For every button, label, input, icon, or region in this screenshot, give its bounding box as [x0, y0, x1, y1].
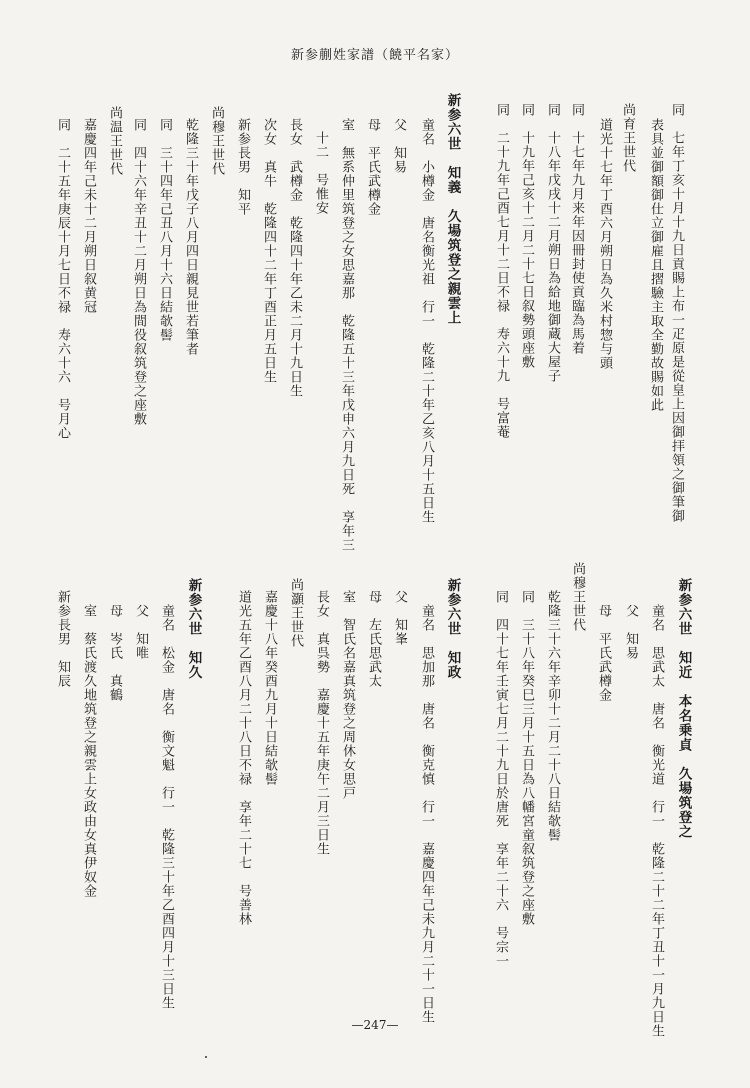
lower-line-10: 童名 思加那 唐名 衡克慎 行一 嘉慶四年己未九月二十一日生 [419, 604, 434, 1024]
lower-line-16: 嘉慶十八年癸酉九月十日結欹髻 [262, 590, 277, 786]
lower-line-14: 長女 真呉勢 嘉慶十五年庚午二月三日生 [314, 590, 329, 856]
upper-line-9-heading: 新参六世 知義 久場筑登之親雲上 [444, 93, 461, 325]
upper-line-22: 尚温王世代 [107, 106, 122, 176]
upper-line-2: 表具並御額御仕立御雇且摺驗主取全勤故賜如此 [648, 118, 663, 412]
lower-line-21: 母 岑氏 真鶴 [107, 604, 122, 702]
upper-line-5: 同 十七年九月来年因冊封使貢臨為馬着 [569, 103, 584, 355]
lower-line-9-heading: 新参六世 知政 [444, 578, 461, 680]
lower-line-2: 童名 思武太 唐名 衡光道 行一 乾隆二十二年丁丑十一月九日生 [649, 604, 664, 1038]
upper-line-4: 道光十七年丁酉六月朔日為久米村惣与頭 [597, 118, 612, 370]
lower-line-20: 父 知唯 [133, 604, 148, 660]
lower-line-15: 尚灝王世代 [288, 578, 303, 648]
upper-line-23: 嘉慶四年己未十二月朔日叙黄冠 [81, 118, 96, 314]
upper-line-8: 同 二十九年己酉七月十二日不禄 寿六十九 号富菴 [494, 103, 509, 439]
page-number: —247— [351, 1018, 399, 1032]
lower-line-13: 室 智氏名嘉真筑登之周休女思戸 [340, 590, 355, 800]
upper-line-11: 父 知易 [391, 118, 406, 174]
upper-line-16: 次女 真牛 乾隆四十二年丁酉正月五日生 [261, 118, 276, 384]
upper-line-15: 長女 武樽金 乾隆四十年乙未二月十九日生 [287, 118, 302, 398]
upper-line-10: 童名 小樽金 唐名衡光祖 行一 乾隆二十年乙亥八月十五日生 [419, 118, 434, 524]
speck-mark [205, 1056, 207, 1058]
upper-line-13: 室 無系仲里筑登之女思嘉那 乾隆五十三年戊申六月九日死 享年三 [339, 118, 354, 552]
lower-line-11: 父 知峯 [392, 590, 407, 646]
lower-line-17: 道光五年乙酉八月二十八日不禄 享年二十七 号善林 [236, 590, 251, 926]
upper-line-1: 同 七年丁亥十月十九日貢賜上布一疋原是從皇上因御拝領之御筆御 [669, 103, 684, 523]
upper-line-18: 尚穆王世代 [209, 106, 224, 176]
upper-line-17: 新参長男 知平 [235, 118, 250, 216]
upper-line-3: 尚育王世代 [620, 103, 635, 173]
upper-line-21: 同 四十六年辛丑十二月朔日為間役叙筑登之座敷 [131, 118, 146, 426]
upper-line-7: 同 十九年己亥十二月二十七日叙勢頭座敷 [519, 103, 534, 369]
lower-line-3: 父 知易 [623, 604, 638, 660]
lower-line-18-heading: 新参六世 知久 [185, 578, 202, 680]
upper-line-20: 同 三十四年己丑八月十六日結欹髻 [157, 118, 172, 342]
lower-line-19: 童名 松金 唐名 衡文魁 行一 乾隆三十年乙酉四月十三日生 [159, 604, 174, 1010]
lower-line-1-heading: 新参六世 知近 本名乗貞 久場筑登之 [675, 578, 692, 839]
lower-line-22: 室 蔡氏渡久地筑登之親雲上女政由女真伊奴金 [81, 604, 96, 898]
lower-line-12: 母 左氏思武太 [366, 590, 381, 688]
lower-line-23: 新参長男 知辰 [55, 590, 70, 688]
upper-line-6: 同 十八年戊戌十二月朔日為給地御蔵大屋子 [545, 103, 560, 383]
running-header: 新参蒯姓家譜（饒平名家） [290, 48, 459, 63]
upper-line-14: 十二 号惟安 [313, 131, 328, 215]
lower-line-6: 乾隆三十六年辛卯十二月二十八日結欹髻 [545, 590, 560, 842]
upper-line-19: 乾隆三十年戊子八月四日親見世若筆者 [183, 118, 198, 356]
lower-line-7: 同 三十八年癸巳三月十五日為八幡宮童叙筑登之座敷 [519, 590, 534, 926]
lower-line-8: 同 四十七年壬寅七月二十九日於唐死 享年二十六 号宗一 [493, 590, 508, 968]
lower-line-4: 母 平氏武樽金 [596, 604, 611, 702]
upper-line-24: 同 二十五年庚辰十月七日不禄 寿六十六 号月心 [55, 118, 70, 440]
upper-line-12: 母 平氏武樽金 [365, 118, 380, 216]
lower-line-5: 尚穆王世代 [570, 562, 585, 632]
